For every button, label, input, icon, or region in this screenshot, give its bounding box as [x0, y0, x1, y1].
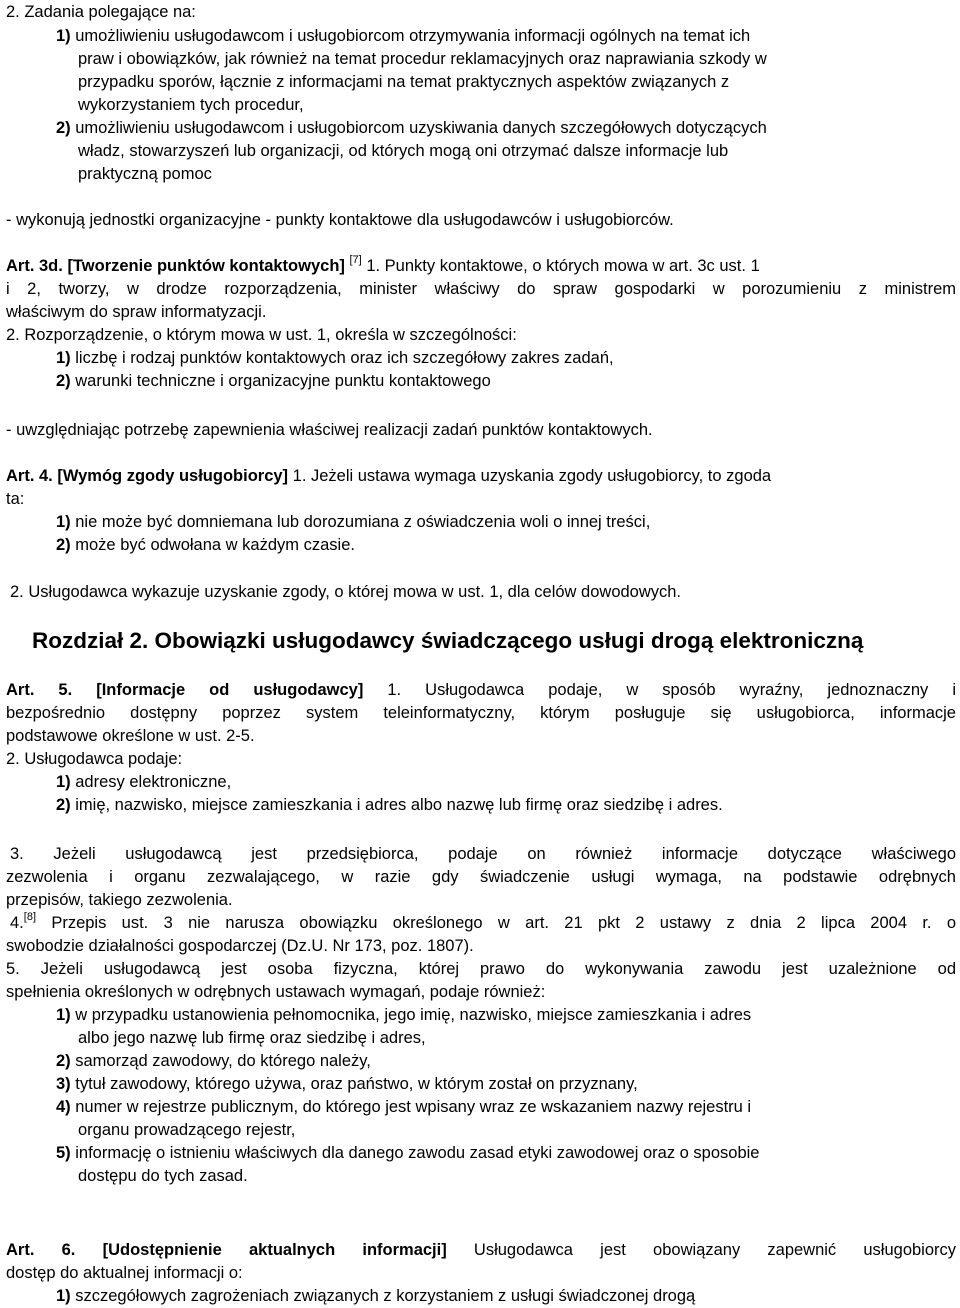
text-run: liczbę i rodzaj punktów kontaktowych oraz ich szczegółowy zakres zadań,	[70, 349, 614, 367]
text-line	[56, 24, 750, 48]
text-line	[78, 70, 729, 94]
text-run: adresy elektroniczne,	[70, 773, 232, 791]
text-line	[6, 0, 196, 24]
bold-run: 5)	[56, 1144, 71, 1162]
text-line	[6, 1238, 956, 1262]
text-run: dostęp do aktualnej informacji o:	[6, 1264, 243, 1282]
text-line	[56, 1072, 638, 1096]
bold-run: 3)	[56, 1075, 71, 1093]
text-line	[6, 888, 233, 912]
text-line	[6, 254, 760, 278]
text-run: - uwzględniając potrzebę zapewnienia właściwej realizacji zadań punktów kontaktowych.	[6, 421, 653, 439]
text-run: organu prowadzącego rejestr,	[78, 1121, 296, 1139]
text-run: 2. Zadania polegające na:	[6, 3, 196, 21]
text-run: przypadku sporów, łącznie z informacjami na temat praktycznych aspektów związanych z	[78, 73, 730, 91]
text-line	[6, 957, 956, 981]
bold-run: 2)	[56, 796, 71, 814]
text-line	[10, 911, 956, 935]
text-run: 4.	[10, 914, 24, 932]
bold-run: Art. 5.	[6, 681, 73, 699]
text-line	[78, 139, 728, 163]
text-run: umożliwieniu usługodawcom i usługobiorcom uzyskiwania danych szczegółowych dotyczących	[70, 119, 767, 137]
text-line	[6, 418, 653, 442]
bold-run: 2)	[56, 1052, 71, 1070]
text-line	[6, 678, 956, 702]
text-line	[10, 842, 956, 866]
text-run: swobodzie działalności gospodarczej (Dz.U. Nr 173, poz. 1807).	[6, 937, 474, 955]
text-line	[56, 793, 723, 817]
text-run: wykorzystaniem tych procedur,	[78, 96, 304, 114]
text-line	[6, 724, 255, 748]
bold-run: [Tworzenie punktów kontaktowych]	[67, 257, 345, 275]
text-run: 2. Usługodawca wykazuje uzyskanie zgody, o której mowa w ust. 1, dla celów dowodowych.	[10, 583, 682, 601]
text-run: 5. Jeżeli usługodawcą jest osoba fizyczna, której prawo do wykonywania zawodu jest uzależnione od	[6, 960, 956, 978]
text-run: właściwym do spraw informatyzacji.	[6, 303, 267, 321]
text-run: w przypadku ustanowienia pełnomocnika, jego imię, nazwisko, miejsce zamieszkania i adres	[70, 1006, 752, 1024]
text-line	[6, 464, 771, 488]
text-run: Przepis ust. 3 nie narusza obowiązku określonego w art. 21 pkt 2 ustawy z dnia 2 lipca 2004 r. o	[36, 914, 956, 932]
bold-run: [Wymóg zgody usługobiorcy]	[57, 467, 289, 485]
text-run: zezwolenia i organu zezwalającego, w razie gdy świadczenie usługi wymaga, na podstawie odrębnych	[6, 868, 956, 886]
text-line	[56, 369, 491, 393]
bold-run: 4)	[56, 1098, 71, 1116]
text-line	[78, 93, 304, 117]
bold-run: Art. 3d.	[6, 257, 63, 275]
text-run: 2. Rozporządzenie, o którym mowa w ust. 1, określa w szczególności:	[6, 326, 517, 344]
text-run: umożliwieniu usługodawcom i usługobiorcom otrzymywania informacji ogólnych na temat ich	[70, 27, 751, 45]
bold-run: Art. 6.	[6, 1241, 76, 1259]
text-run: 1. Punkty kontaktowe, o których mowa w art. 3c ust. 1	[361, 257, 760, 275]
text-run: i 2, tworzy, w drodze rozporządzenia, minister właściwy do spraw gospodarki w porozumieniu z ministrem	[6, 280, 956, 298]
bold-run: 2)	[56, 119, 71, 137]
bold-run: 1)	[56, 349, 71, 367]
text-line	[78, 1026, 426, 1050]
text-run: dostępu do tych zasad.	[78, 1167, 248, 1185]
text-run: informację o istnieniu właściwych dla danego zawodu zasad etyki zawodowej oraz o sposobie	[70, 1144, 760, 1162]
text-line	[56, 533, 355, 557]
bold-run: [Informacje od usługodawcy]	[96, 681, 364, 699]
text-line	[56, 770, 231, 794]
text-run: ta:	[6, 490, 25, 508]
text-line	[56, 510, 650, 534]
text-run: może być odwołana w każdym czasie.	[70, 536, 355, 554]
text-line	[6, 487, 24, 511]
text-line	[56, 1284, 695, 1308]
text-run: nie może być domniemana lub dorozumiana z oświadczenia woli o innej treści,	[70, 513, 651, 531]
text-line	[6, 208, 674, 232]
text-line	[78, 1118, 295, 1142]
text-run: Usługodawca jest obowiązany zapewnić usługobiorcy	[446, 1241, 957, 1259]
text-line	[56, 1003, 751, 1027]
bold-run: 1)	[56, 1287, 71, 1305]
text-run: władz, stowarzyszeń lub organizacji, od których mogą oni otrzymać dalsze informacje lub	[78, 142, 729, 160]
text-run: albo jego nazwę lub firmę oraz siedzibę i adres,	[78, 1029, 426, 1047]
text-run: praktyczną pomoc	[78, 165, 212, 183]
text-run: samorząd zawodowy, do którego należy,	[70, 1052, 371, 1070]
text-run: 1. Jeżeli ustawa wymaga uzyskania zgody usługobiorcy, to zgoda	[288, 467, 772, 485]
text-run: przepisów, takiego zezwolenia.	[6, 891, 233, 909]
text-line	[56, 1141, 759, 1165]
text-run: numer w rejestrze publicznym, do którego jest wpisany wraz ze wskazaniem nazwy rejestru i	[70, 1098, 752, 1116]
text-run: podstawowe określone w ust. 2-5.	[6, 727, 255, 745]
text-run: Rozdział 2. Obowiązki usługodawcy świadczącego usługi drogą elektroniczną	[32, 628, 864, 653]
text-line	[6, 300, 266, 324]
text-run	[75, 1241, 102, 1259]
text-run: bezpośrednio dostępny poprzez system teleinformatyczny, którym posługuje się usługobiorca, informacje	[6, 704, 956, 722]
bold-run: 2)	[56, 536, 71, 554]
bold-run: 1)	[56, 1006, 71, 1024]
text-line	[6, 323, 517, 347]
bold-run: 1)	[56, 27, 71, 45]
bold-run: 1)	[56, 513, 71, 531]
text-run	[72, 681, 96, 699]
text-run: spełnienia określonych w odrębnych ustawach wymagań, podaje również:	[6, 983, 546, 1001]
text-line	[78, 1164, 248, 1188]
text-line	[56, 1095, 751, 1119]
footnote-ref: [8]	[23, 911, 36, 923]
bold-run: [Udostępnienie aktualnych informacji]	[102, 1241, 447, 1259]
text-line	[6, 701, 956, 725]
text-line	[10, 580, 681, 604]
text-line	[6, 865, 956, 889]
footnote-ref: [7]	[349, 254, 362, 266]
text-run: 3. Jeżeli usługodawcą jest przedsiębiorca, podaje on również informacje dotyczące właściwego	[10, 845, 956, 863]
text-run: tytuł zawodowy, którego używa, oraz państwo, w którym został on przyznany,	[70, 1075, 638, 1093]
chapter-heading	[32, 626, 863, 656]
text-line	[56, 1049, 371, 1073]
text-line	[6, 277, 956, 301]
text-line	[6, 934, 474, 958]
text-line	[6, 747, 182, 771]
text-line	[6, 980, 545, 1004]
text-line	[56, 346, 614, 370]
text-run: szczegółowych zagrożeniach związanych z korzystaniem z usługi świadczonej drogą	[70, 1287, 696, 1305]
bold-run: 2)	[56, 372, 71, 390]
text-line	[6, 1261, 243, 1285]
text-run: - wykonują jednostki organizacyjne - punkty kontaktowe dla usługodawców i usługobiorców.	[6, 211, 674, 229]
text-line	[78, 47, 767, 71]
text-line	[56, 116, 767, 140]
bold-run: 1)	[56, 773, 71, 791]
text-run: 1. Usługodawca podaje, w sposób wyraźny, jednoznaczny i	[363, 681, 956, 699]
text-run: praw i obowiązków, jak również na temat procedur reklamacyjnych oraz naprawiania szkody w	[78, 50, 767, 68]
text-run: warunki techniczne i organizacyjne punktu kontaktowego	[70, 372, 491, 390]
text-line	[78, 162, 212, 186]
text-run: imię, nazwisko, miejsce zamieszkania i adres albo nazwę lub firmę oraz siedzibę i adres.	[70, 796, 723, 814]
bold-run: Art. 4.	[6, 467, 53, 485]
text-run: 2. Usługodawca podaje:	[6, 750, 183, 768]
